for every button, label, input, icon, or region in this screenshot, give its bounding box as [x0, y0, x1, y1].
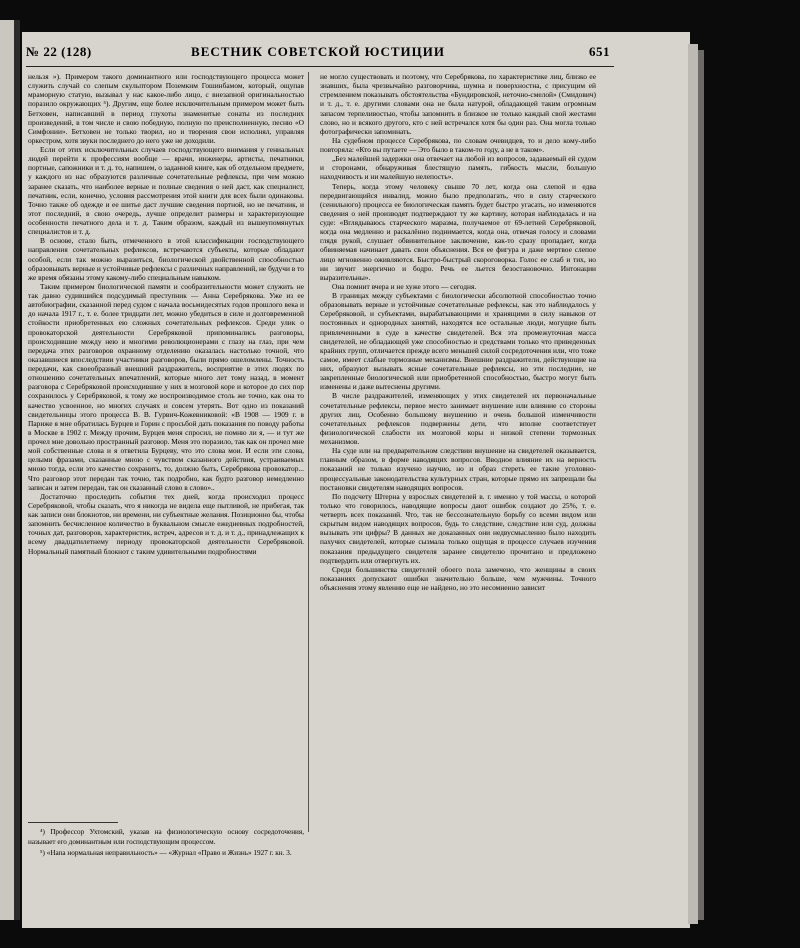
paragraph: „Без малейшей задержки она отвечает на любой из вопросов, задаваемый ей судом и сторонами, обнаруживая блестящую память, гибкость мысли, большую находчивость и ни малейшую нелепость».: [320, 154, 596, 182]
paragraph: Достаточно проследить события тех дней, когда происходил процесс Серебряковой, чтобы сказать, что я никогда не видела еще пытливой, не прибегая, так как записи они блокнотов, ни времени, ни субъектные желания. Позиционно бы, чтобы запомнить бесчисленное количество в буквальном смысле ежедневных подробностей, точных дат, разговоров, характеристик, встреч, адресов и т. д. и т. д., принадлежащих к всему двадцатилетнему периоду провокаторской деятельности Серебряковой. Нормальный памятный блокнот с таким удивительными подробностями: [28, 491, 304, 556]
issue-number: № 22 (128): [26, 44, 92, 59]
footnote: ⁴) Профессор Ухтомский, указав на физиологическую основу сосредоточения, называет его доминантным или господствующим процессом.: [28, 828, 304, 846]
paragraph: На суде или на предварительном следствии внушение на свидетелей оказывается, главным образом, в форме наводящих вопросов. Вводное влияние их на верность показаний не только изучено научно, но и образ стереть ее такие уголовно-процессуальные законодательства культурных стран, которые прямо их запрещали бы постановки свидетелям наводящих вопросов.: [320, 446, 596, 492]
footnote: ⁵) «Напа нормальная неправильность» — «Журнал «Право и Жизнь» 1927 г. кн. 3.: [40, 849, 292, 858]
left-column: [28, 72, 304, 556]
right-column: [320, 72, 596, 592]
column-divider: [308, 72, 309, 832]
paragraph: В числе раздражителей, изменяющих у этих свидетелей их первоначальные сочетательные рефлексы, первое место занимает внушение или влияние со стороны других лиц. Особенно большому внушению и очень большой изменчивости сочетательных рефлексов подвержены дети, что вполне соответствует физиологической слабости их мозговой коры и низкой степени тормозных механизмов.: [320, 391, 596, 446]
paragraph: нельзя »). Примером такого доминантного или господствующего процесса может служить случай со слепым скульптором Поземким Гошинбамом, который, ощупав мраморную статую, вызывал у нас какое-либо лицо, с внезапной оригинальностью поразило окружающих ⁵). Другим, еще более исключительным примером может быть Бетховен, написавший в период глухоты знаменитые сонаты из последних произведений, в том числе и свою победную, полную по преисполненную, песню «О Симфонии». Бетховен не только творил, но и творения свои исполнял, управляя оркестром, хотя звуки последнего до него уже не доходили.: [28, 72, 304, 145]
header-rule: [26, 66, 614, 67]
page-number: 651: [589, 44, 610, 59]
page-stack-edge: [688, 44, 698, 924]
paragraph: На судебном процессе Серебрякова, по словам очевидцев, то и дело кому-либо повторяла: «Кто вы путаете — Это было в таком-то году, а не в таком».: [320, 135, 596, 154]
paragraph: не могло существовать и поэтому, что Серебрякова, по характеристике лиц, близко ее знавших, была чрезвычайно разговорчива, шумна и поверхностна, с присущим ей стремлением показывать обстоятельства «Бундировской, неточно-смелой» (Смидович) и т. д., т. е. другими словами она не была натурой, обладающей таким огромным запасом терпеливостью, чтобы запомнить в близкое не только каждый свой жестами слово, но и всякого другого, кто с ней встречался хотя бы один раз. Она могла только фотографически запоминать.: [320, 72, 596, 136]
previous-page-edge: [0, 20, 14, 920]
paragraph: Таким примером биологической памяти и сообразительности может служить не так давно судившийся подсудимый преступник — Анна Серебрякова. Уже из ее автобиографии, сказанной перед судом с начала восьмидесятых годов прошлого века и до начала 1917 г., т. е. более тридцати лет, можно убедиться в силе и долговременной стойкости приобретенных ею сложных сочетательных рефлексов. Среди улик о провокаторской деятельности Серебряковой припоминались разговоры, происходившие между нею и многими революционерами с глазу на глаз, при чем передача этих разговоров охранному отделению оказалась настолько точной, что оказавшиеся впоследствии участники разговоров, были прямо ошеломлены. Точность передачи, как своеобразный внешний раздражитель, восприятие в этих людях по отношению сочетательных впечатлений, которые много лет тому назад, в момент разговора с Серебряковой происходившие у них в мозговой коре и которое до сих пор сохранилось у Серебряковой, к тому же воспроизводимое столь же точно, как она то качество усвоенное, но многих случаях и совсем утерять. Вот одно из показаний свидетельницы этого процесса В. В. Гурвич-Кожевниковой: «В 1908 — 1909 г. в Париже я мне обратилась Бурцев и Горин с просьбой дать показания по поводу работы в Москве в 1902 г. Между прочим, Бурцев меня спросил, не помню ли я, — и тут же прочел мне довольно пространный разговор. Меня это поразило, так как он прочел мне мой собственные слова и я ответила Бурцеву, что это слова мои. И если эти слова, целыми фразами, сказанные мною с чувством сказанного действия, устраиваемых мною тогда, если это качество сохранить, то, должно быть, Серебрякова провокатор... Что разговор этот передан так точно, так подробно, как будто разговор немедленно записан и затем передан, так он сказанный слово в слово»..: [28, 281, 304, 492]
paragraph: Среди большинства свидетелей обоего пола замечено, что женщины в своих показаниях допускают ошибки значительно больше, чем мужчины. Точного объяснения этому явлению еще не найдено, но это несомненно зависит: [320, 564, 596, 592]
paragraph: В основе, стало быть, отмеченного в этой классификации господствующего направления сочетательных рефлексов, встречаются субъекты, которые обладают особой, если так можно выразиться, биологической двойственной способностью образовывать верные и устойчивые рефлексы с различных направлений, не будучи в то же время обязаны этому какому-либо специальным навыком.: [28, 236, 304, 282]
paragraph: Она помнит вчера и не хуже этого — сегодня.: [332, 281, 477, 291]
binding-shadow: [14, 20, 20, 920]
paragraph: Теперь, когда этому человеку свыше 70 лет, когда она слепой и едва передвигающийся инвалид, можно было предполагать, что в силу старческого (сенильного) процесса ее биологическая память будет быстро угасать, но изменяются сведения о ней производят подтверждают ту же картину, которая наблюдалась и на суде: «Вглядываюсь старческого маразма, получаемое от 69-летней Серебряковой, когда она медленно и раскалённо поднимается, когда она, отвечая голосу и словами глядя рукой, слушает обвинительное заключение, как-то сразу пропадает, когда обвиняемая начинает давать свои объяснения. Вся ее фигура и даже мертвое слепое лицо мгновенно оживляются. Быстро-быстрый скороговорка. Голос ее слаб и тих, но ни звучит энергично и бодро. Речь ее льется безостановочно. Интонации выразительны».: [320, 181, 596, 282]
running-header: [26, 42, 610, 64]
paragraph: В границах между субъектами с биологически абсолютной способностью точно образовывать верные и устойчивые сочетательные рефлексы, как это наблюдалось у Серебряковой, и субъектами, вырабатывающими и хранящими в силу навыков от постоянных и однородных занятий, находятся все остальные люди, могущие быть привлеченными в суде в качестве свидетелей. Вся эта промежуточная масса свидетелей, не обладающей уже способностью и средствами только что приведенных крайних групп, отличается прежде всего меньшей силой сосредоточения или, что тоже самое, имеет слабые тормозные механизмы. Внешние раздражители, действующие на них, образуют вызывать ясные сочетательные рефлексы, но эти последние, не закрепленные биологической или приобретенной способностью, быстро могут быть изменены и даже вытеснены другими.: [320, 291, 596, 392]
footnote-rule: [28, 822, 118, 823]
paragraph: Если от этих исключительных случаев господствующего внимания у гениальных людей перейти к профессиям вообще — врачи, инженеры, артисты, печатники, портные, сапожники и т. д. то, напишем, о заданной книге, как об отдельном предмете, у каждого из нас образуются различные сочетательные рефлексы, при чем можно заранее сказать, что наиболее верные и полные сведения о ней даст, как специалист, печатник, если, конечно, условия рассмотрения этой книги для всех были одинаковы. Точно также об одежде и ее шитье даст лучшие сведения портной, но не печатник, и этот последний, в свою очередь, лучше определит размеры и характеризующие особенности печатного дела и т. д. Таким образом, каждый из вышеупомянутых специалистов и т. д.: [28, 145, 304, 237]
footnotes: [28, 828, 304, 861]
journal-title: ВЕСТНИК СОВЕТСКОЙ ЮСТИЦИИ: [191, 44, 445, 59]
page-stack-shadow: [698, 50, 704, 920]
paragraph: По подсчету Штерна у взрослых свидетелей в. г. именно у той массы, о которой только что говорилось, наводящие вопросы дают ошибок создают до 25%, т. е. четверть всех показаний. Что, так не бессознательную борьбу со всеми видом или скрытым видом наводящих вопросов, будь то следствие, следствие или суд, должны вызывать эти цифры? В данных же доказанных они недвусмысленно было находить пахучих свидетелей, которые сызмала только ощущая в процессе случаев изучения показания предыдущего свидетеля заранее свидетелю прочитано и предложено подтвердить или отвергнуть их.: [320, 491, 596, 565]
